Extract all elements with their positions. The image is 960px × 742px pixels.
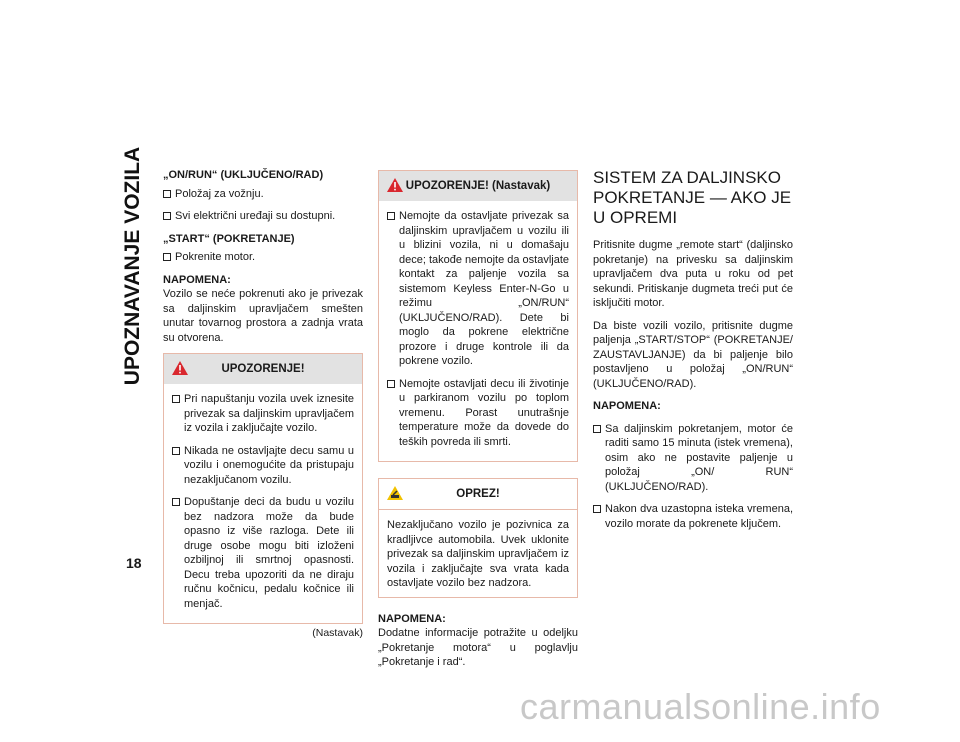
watermark: carmanualsonline.info bbox=[520, 686, 881, 727]
section-side-title bbox=[111, 146, 155, 386]
list-item: Pri napuštanju vozila uvek iznesite privezak sa daljinskim upravljačem iz vozila i zaključajte vozilo. bbox=[172, 392, 354, 436]
column-1 bbox=[163, 168, 363, 641]
caution-title: OPREZ! bbox=[456, 487, 500, 500]
caution-box bbox=[378, 478, 578, 598]
warning-title: UPOZORENJE! bbox=[221, 362, 305, 375]
heading-on-run: „ON/RUN“ (UKLJUČENO/RAD) bbox=[163, 169, 324, 181]
side-title-text: UPOZNAVANJE VOZILA bbox=[120, 146, 144, 386]
warning-header bbox=[379, 171, 577, 201]
list-item: Nemojte da ostavljate privezak sa daljinskim upravljačem u vozilu ili u blizini vozila, ni u domašaju dece; takođe nemojte da ostavljate kontakt za paljenje vozila sa sistemom Keyless Enter-N-Go u režimu „ON/RUN“ (UKLJUČENO/RAD). Dete bi moglo da pokrene električne prozore i druge kontrole ili da pokrene vozilo. bbox=[387, 209, 569, 369]
list-item: Nakon dva uzastopna isteka vremena, vozilo morate da pokrenete ključem. bbox=[593, 502, 793, 531]
list-item: Svi električni uređaji su dostupni. bbox=[163, 209, 363, 224]
warning-box-continued bbox=[378, 170, 578, 462]
list-item: Sa daljinskim pokretanjem, motor će raditi samo 15 minuta (istek vremena), osim ako ne postavite paljenje u položaj „ON/ RUN“ (UKLJUČENO/RAD). bbox=[593, 422, 793, 495]
checkbox-bullet-icon bbox=[593, 425, 601, 433]
caution-header bbox=[379, 479, 577, 510]
list-item: Nemojte ostavljati decu ili životinje u parkiranom vozilu po toplom vremenu. Porast unutrašnje temperature može da dovede do teških povreda ili smrti. bbox=[387, 377, 569, 450]
checkbox-bullet-icon bbox=[163, 190, 171, 198]
checkbox-bullet-icon bbox=[172, 395, 180, 403]
column-2 bbox=[378, 170, 578, 678]
list-item: Nikada ne ostavljajte decu samu u vozilu i onemogućite da pristupaju nezaključanom vozilu. bbox=[172, 444, 354, 488]
checkbox-bullet-icon bbox=[172, 447, 180, 455]
checkbox-bullet-icon bbox=[593, 505, 601, 513]
warning-box bbox=[163, 353, 363, 624]
warning-triangle-icon bbox=[387, 178, 403, 192]
warning-title: UPOZORENJE! (Nastavak) bbox=[405, 179, 551, 192]
checkbox-bullet-icon bbox=[387, 380, 395, 388]
note-text: Vozilo se neće pokrenuti ako je privezak sa daljinskim upravljačem smešten unutar tovarnog prostora a zadnja vrata su otvorena. bbox=[163, 288, 363, 344]
heading-start: „START“ (POKRETANJE) bbox=[163, 232, 295, 245]
caution-triangle-icon bbox=[387, 486, 403, 500]
page-number: 18 bbox=[126, 555, 142, 571]
note-label: NAPOMENA: bbox=[593, 400, 661, 412]
paragraph: Da biste vozili vozilo, pritisnite dugme paljenja „START/STOP“ (POKRETANJE/ ZAUSTAVLJANJE) da bi paljenje bilo postavljeno u položaj „ON/RUN“ (UKLJUČENO/RAD). bbox=[593, 319, 793, 390]
note-label: NAPOMENA: bbox=[378, 612, 446, 625]
continued-label: (Nastavak) bbox=[312, 627, 363, 639]
list-item: Pokrenite motor. bbox=[163, 250, 363, 265]
note-label: NAPOMENA: bbox=[163, 273, 231, 286]
warning-triangle-icon bbox=[172, 361, 188, 375]
warning-header bbox=[164, 354, 362, 384]
paragraph: Pritisnite dugme „remote start“ (daljinsko pokretanje) na privesku sa daljinskim upravljačem dva puta u roku od pet sekundi. Pritiskanje dugmeta treći put će isključiti motor. bbox=[593, 239, 793, 309]
caution-text: Nezaključano vozilo je pozivnica za kradljivce automobila. Uvek uklonite privezak sa daljinskim upravljačem iz vozila i zaključajte sva vrata kada ostavljate vozilo bez nadzora. bbox=[387, 519, 569, 589]
checkbox-bullet-icon bbox=[163, 253, 171, 261]
list-item: Dopuštanje deci da budu u vozilu bez nadzora može da bude opasno iz više razloga. Dete ili druge osobe mogu biti izloženi ozbiljnoj ili smrtnoj opasnosti. Decu treba upozoriti da ne diraju ručnu kočnicu, pedalu kočnice ili menjač. bbox=[172, 495, 354, 611]
section-title: SISTEM ZA DALJINSKO POKRETANJE — AKO JE U OPREMI bbox=[593, 168, 792, 227]
note-text: Dodatne informacije potražite u odeljku „Pokretanje motora“ u poglavlju „Pokretanje i rad“. bbox=[378, 627, 578, 668]
checkbox-bullet-icon bbox=[387, 212, 395, 220]
column-3 bbox=[593, 168, 793, 539]
checkbox-bullet-icon bbox=[163, 212, 171, 220]
list-item: Položaj za vožnju. bbox=[163, 187, 363, 202]
checkbox-bullet-icon bbox=[172, 498, 180, 506]
